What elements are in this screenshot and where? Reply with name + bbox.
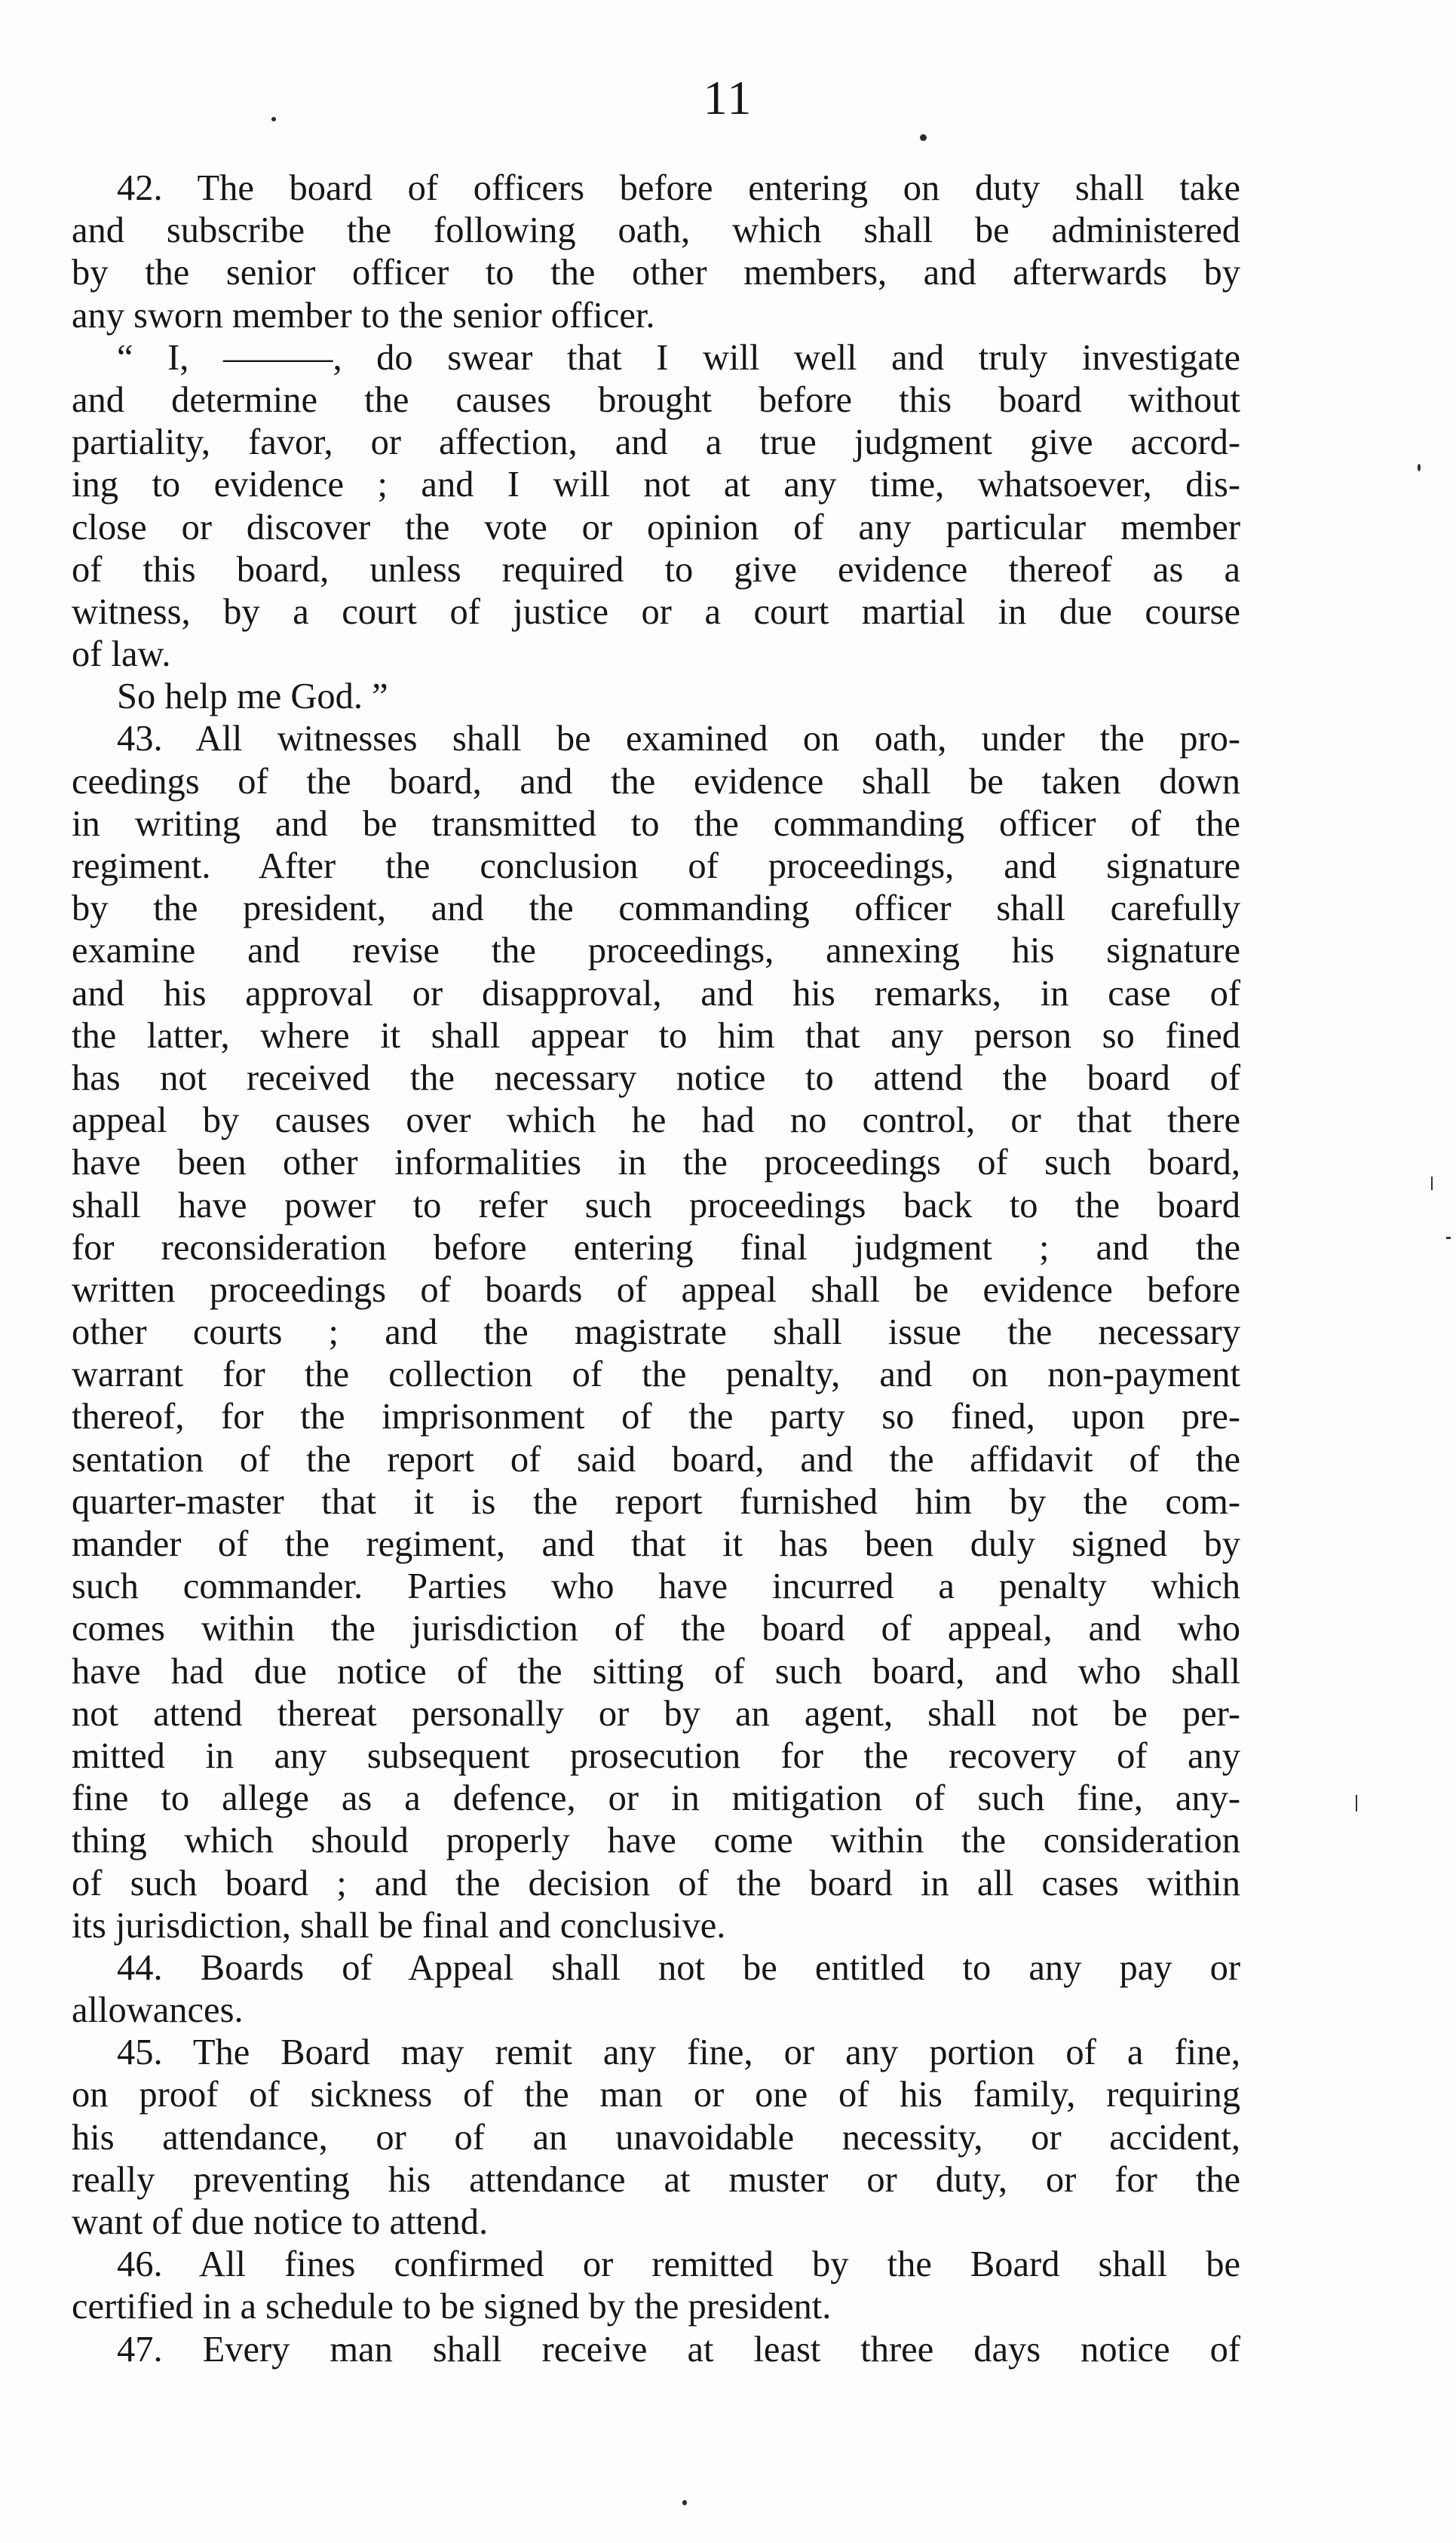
text-line: comes within the jurisdiction of the board of appeal, and who: [72, 1609, 1240, 1649]
text-line: have been other informalities in the proceedings of such board,: [72, 1143, 1240, 1183]
text-line: such commander. Parties who have incurred a penalty which: [72, 1566, 1240, 1607]
text-line: want of due notice to attend.: [72, 2202, 489, 2242]
text-line: ing to evidence ; and I will not at any time, whatsoever, dis-: [72, 465, 1240, 505]
scan-speck: [682, 2500, 687, 2505]
text-line: the latter, where it shall appear to him that any person so fined: [72, 1015, 1240, 1056]
text-line: really preventing his attendance at muster or duty, or for the: [72, 2159, 1240, 2200]
text-line: for reconsideration before entering final judgment ; and the: [72, 1227, 1240, 1268]
text-line: 47. Every man shall receive at least three days notice of: [117, 2329, 1240, 2370]
text-line: 44. Boards of Appeal shall not be entitled to any pay or: [117, 1947, 1240, 1988]
text-line: and his approval or disapproval, and his remarks, in case of: [72, 973, 1240, 1014]
text-line: allowances.: [72, 1990, 244, 2031]
text-line: 45. The Board may remit any fine, or any portion of a fine,: [117, 2032, 1240, 2073]
text-line: quarter-master that it is the report furnished him by the com-: [72, 1481, 1240, 1522]
text-line: warrant for the collection of the penalty, and on non-payment: [72, 1354, 1240, 1395]
text-line: of this board, unless required to give evidence thereof as a: [72, 549, 1240, 590]
text-line: close or discover the vote or opinion of any particular member: [72, 507, 1240, 548]
text-line: in writing and be transmitted to the commanding officer of the: [72, 803, 1240, 844]
text-line: certified in a schedule to be signed by the president.: [72, 2287, 832, 2327]
text-line: appeal by causes over which he had no control, or that there: [72, 1100, 1240, 1141]
text-line: mitted in any subsequent prosecution for the recovery of any: [72, 1735, 1240, 1776]
text-line: “ I, ———, do swear that I will well and truly investigate: [117, 337, 1240, 378]
text-line: by the senior officer to the other members, and afterwards by: [72, 253, 1240, 293]
text-line: any sworn member to the senior officer.: [72, 295, 655, 336]
text-line: 42. The board of officers before entering on duty shall take: [117, 168, 1240, 208]
text-line: regiment. After the conclusion of proceedings, and signature: [72, 846, 1240, 886]
text-line: partiality, favor, or affection, and a true judgment give accord-: [72, 422, 1240, 463]
text-line: of law.: [72, 634, 171, 675]
scan-speck: [920, 134, 927, 141]
scan-edge-mark: [1431, 1176, 1433, 1190]
page-number: 11: [703, 71, 753, 124]
text-line: of such board ; and the decision of the board in all cases within: [72, 1863, 1240, 1903]
text-line: So help me God. ”: [117, 676, 388, 717]
scan-speck: [271, 117, 276, 121]
text-line: has not received the necessary notice to attend the board of: [72, 1057, 1240, 1098]
text-line: other courts ; and the magistrate shall issue the necessary: [72, 1312, 1240, 1353]
text-line: witness, by a court of justice or a court martial in due course: [72, 591, 1240, 632]
text-line: fine to allege as a defence, or in mitigation of such fine, any-: [72, 1778, 1240, 1819]
text-line: and determine the causes brought before this board without: [72, 379, 1240, 420]
text-line: 43. All witnesses shall be examined on oath, under the pro-: [117, 719, 1240, 759]
text-line: sentation of the report of said board, and the affidavit of the: [72, 1439, 1240, 1480]
text-line: thing which should properly have come within the consideration: [72, 1821, 1240, 1861]
text-line: mander of the regiment, and that it has been duly signed by: [72, 1524, 1240, 1564]
scan-edge-mark: [1446, 1237, 1451, 1239]
text-line: his attendance, or of an unavoidable necessity, or accident,: [72, 2117, 1240, 2158]
text-line: thereof, for the imprisonment of the party so fined, upon pre-: [72, 1397, 1240, 1437]
text-line: examine and revise the proceedings, annexing his signature: [72, 931, 1240, 971]
text-line: ceedings of the board, and the evidence shall be taken down: [72, 761, 1240, 802]
text-line: not attend thereat personally or by an agent, shall not be per-: [72, 1693, 1240, 1734]
scan-speck: [1418, 464, 1421, 471]
text-line: by the president, and the commanding officer shall carefully: [72, 888, 1240, 929]
text-line: on proof of sickness of the man or one of his family, requiring: [72, 2075, 1240, 2115]
scan-edge-mark: [1356, 1795, 1357, 1811]
body-text: [72, 167, 1240, 2371]
text-line: 46. All fines confirmed or remitted by the Board shall be: [117, 2244, 1240, 2285]
text-line: have had due notice of the sitting of such board, and who shall: [72, 1651, 1240, 1692]
text-line: and subscribe the following oath, which shall be administered: [72, 210, 1240, 251]
text-line: written proceedings of boards of appeal shall be evidence before: [72, 1269, 1240, 1310]
text-line: shall have power to refer such proceedings back to the board: [72, 1185, 1240, 1225]
text-line: its jurisdiction, shall be final and conclusive.: [72, 1905, 726, 1946]
